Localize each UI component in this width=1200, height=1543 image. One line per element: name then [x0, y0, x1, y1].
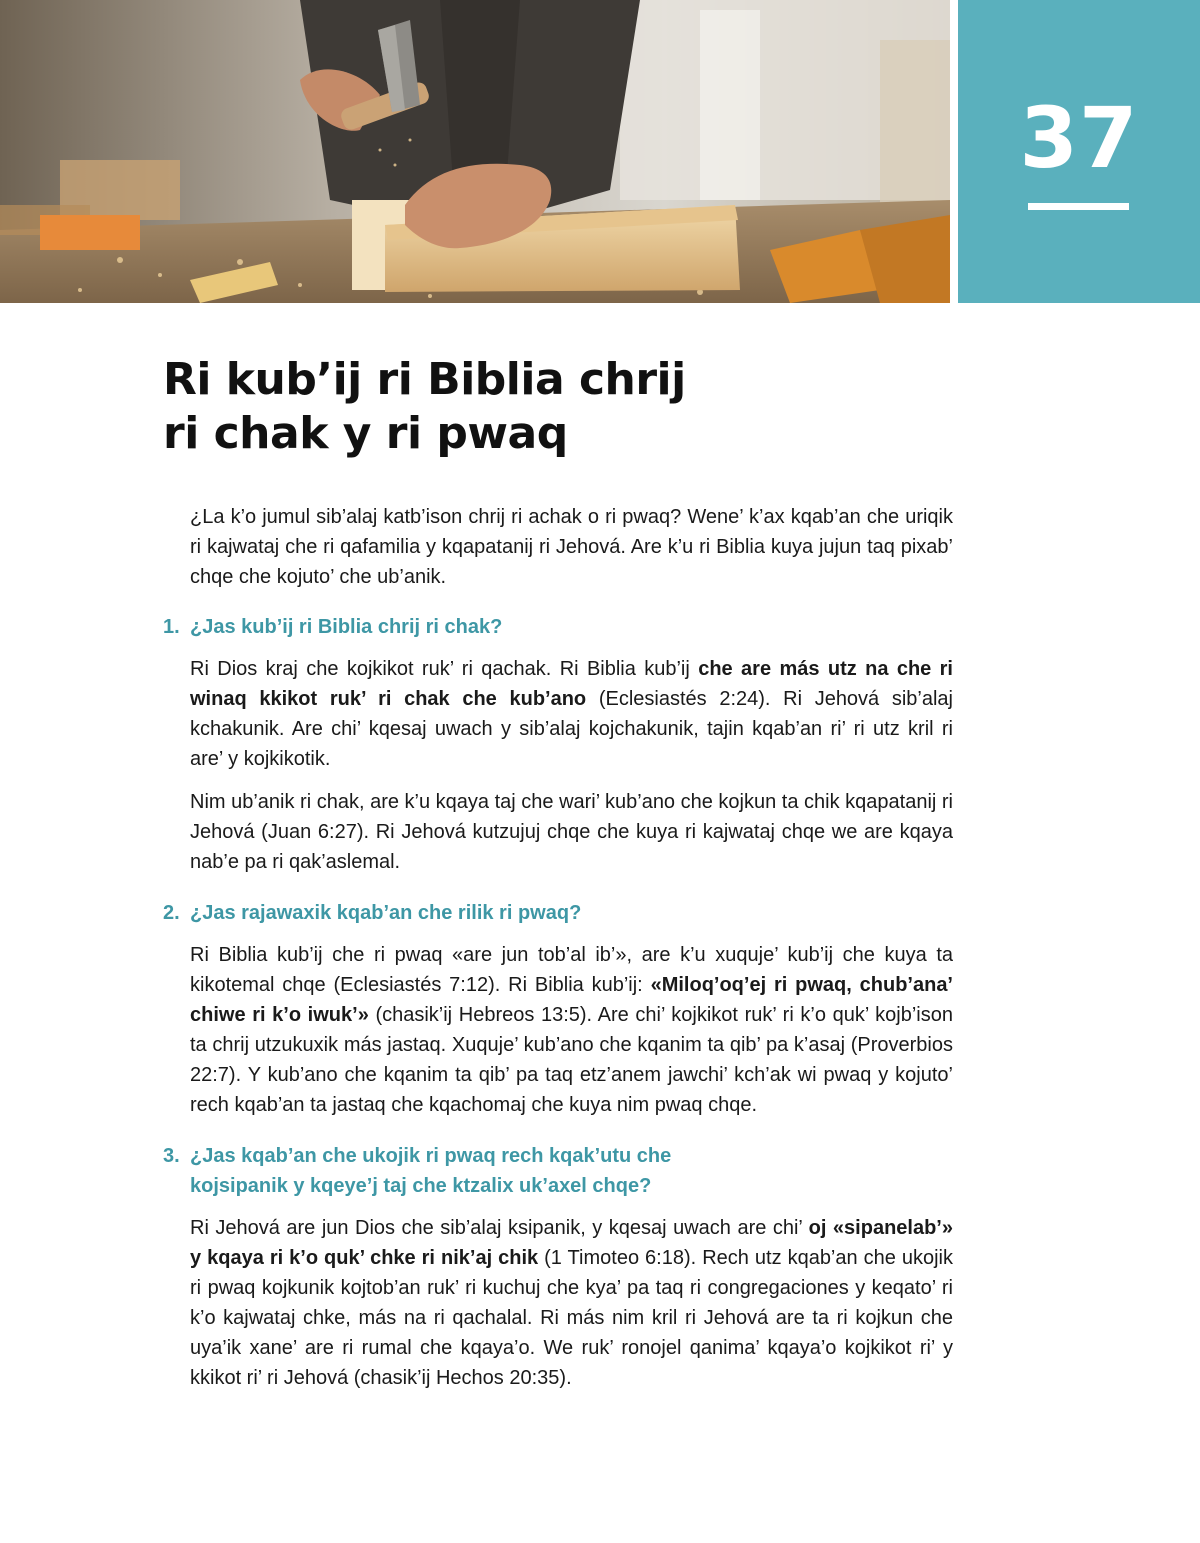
chapter-underline — [1028, 203, 1129, 210]
bold-text: oj «sipanelab’» y kqaya ri k’o quk’ chke ri nik’aj chik — [190, 1217, 953, 1269]
text-run: (chasik’ij Hebreos 13:5). Are chi’ kojkikot ruk’ ri k’o quk’ kojb’ison ta chrij utzukuxik más jastaq. Xuquje’ kub’ano che kqanim ta qib’ pa k’asaj (Proverbios 22:7). Y kub’ano che kqanim ta qib’ pa taq etz’anem jawchi’ kch’ak wi pwaq y kojuto’ rech kqab’an ta jastaq che kqachomaj che kuya nim pwaq chqe. — [190, 1004, 953, 1116]
question-text — [190, 898, 953, 928]
page-title-line-1: Ri kub’ij ri Biblia chrij — [163, 354, 686, 405]
text-run: Ri Biblia kub’ij che ri pwaq «are jun tob’al ib’», are k’u xuquje’ kub’ij che kuya ta kikotemal chqe (Eclesiastés 7:12). Ri Biblia kub’ij: — [190, 944, 953, 996]
intro-paragraph: ¿La k’o jumul sib’alaj katb’ison chrij ri achak o ri pwaq? Wene’ k’ax kqab’an che uriqik ri kajwataj che ri qafamilia y kqapatanij ri Jehová. Are k’u ri Biblia kuya jujun taq pixab’ chqe che kojuto’ che ub’anik. — [190, 506, 953, 588]
bold-text: che are más utz na che ri winaq kkikot ruk’ ri chak che kub’ano — [190, 658, 953, 710]
section-3-paragraph-1 — [163, 1213, 953, 1393]
chapter-tab — [958, 0, 1200, 303]
section-1-paragraph-1 — [163, 654, 953, 774]
hero-photo — [0, 0, 950, 303]
text-run: (Eclesiastés 2:24). Ri Jehová sib’alaj kchakunik. Are chi’ kqesaj uwach y sib’alaj kojchakunik, tajin kqab’an ri’ ri utz kril ri are’ y kojkikotik. — [190, 688, 953, 770]
carpenter-hammer-illustration — [0, 0, 950, 303]
question-line: ¿Jas kqab’an che ukojik ri pwaq rech kqak’utu che — [190, 1145, 672, 1167]
section-2-paragraph-1 — [163, 940, 953, 1120]
text-run: (1 Timoteo 6:18). Rech utz kqab’an che ukojik ri pwaq kojkunik kojtob’an ruk’ ri kuchuj che kya’ pa taq ri congregaciones y keqato’ ri k’o kajwataj chke, más na ri qachalal. Ri más nim kril ri Jehová are ta ri kojkun che uya’ik xane’ are ri rumal che kqaya’o. We ruk’ ronojel qanima’ kqaya’o kojkikot ri’ y kkikot ri’ ri Jehová (chasik’ij Hechos 20:35). — [190, 1247, 953, 1389]
page-title — [163, 353, 883, 461]
question-2 — [163, 898, 953, 928]
bold-text: «Miloq’oq’ej ri pwaq, chub’ana’ chiwe ri k’o iwuk’» — [190, 974, 953, 1026]
section-1-paragraph-2: Nim ub’anik ri chak, are k’u kqaya taj che wari’ kub’ano che kojkun ta chik kqapatanij ri Jehová (Juan 6:27). Ri Jehová kutzujuj chqe che kuya ri kajwataj chqe we are kqaya nab’e pa ri qak’aslemal. — [190, 791, 953, 873]
page-title-line-2: ri chak y ri pwaq — [163, 408, 568, 459]
text-run: Ri Jehová are jun Dios che sib’alaj ksipanik, y kqesaj uwach are chi’ — [190, 1217, 809, 1239]
question-text — [190, 612, 953, 642]
question-line: kojsipanik y kqeye’j taj che ktzalix uk’axel chqe? — [190, 1175, 652, 1197]
question-number: 2. — [163, 902, 180, 924]
article-body — [163, 502, 953, 1406]
question-line: ¿Jas rajawaxik kqab’an che rilik ri pwaq? — [190, 902, 582, 924]
question-number: 1. — [163, 616, 180, 638]
chapter-number: 37 — [1019, 89, 1139, 187]
question-number: 3. — [163, 1145, 180, 1167]
question-line: ¿Jas kub’ij ri Biblia chrij ri chak? — [190, 616, 503, 638]
question-1 — [163, 612, 953, 642]
question-text — [190, 1141, 953, 1201]
text-run: Ri Dios kraj che kojkikot ruk’ ri qachak. Ri Biblia kub’ij — [190, 658, 699, 680]
question-3 — [163, 1141, 953, 1201]
